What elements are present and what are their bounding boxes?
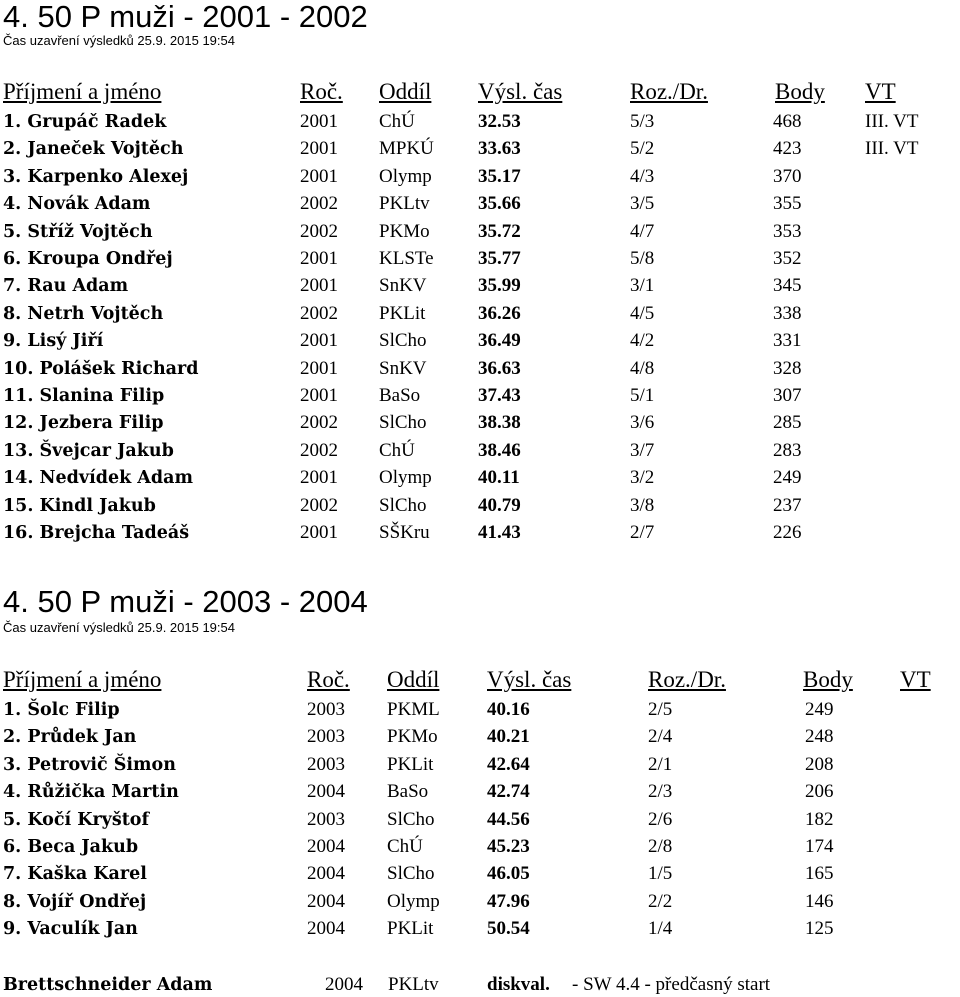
cell-heat: 4/2 [630,330,655,351]
cell-name: 4. Novák Adam [3,194,151,214]
cell-club: SlCho [379,330,427,351]
cell-club: PKLit [387,918,434,939]
cell-time: 40.16 [487,699,530,720]
cell-points: 237 [773,495,802,516]
cell-club: PKML [387,699,440,720]
cell-name: 9. Vaculík Jan [3,919,138,939]
cell-year: 2003 [307,754,345,775]
table-row [0,726,960,753]
cell-time: 45.23 [487,836,530,857]
cell-time: 41.43 [478,522,521,543]
cell-year: 2003 [307,699,345,720]
cell-year: 2004 [307,863,345,884]
header-name: Příjmení a jméno [3,79,162,104]
cell-name: 9. Lisý Jiří [3,331,104,351]
cell-year: 2001 [300,275,338,296]
cell-points: 208 [805,754,834,775]
cell-name: 2. Průdek Jan [3,727,137,747]
cell-club: SlCho [379,495,427,516]
table-row [0,138,960,165]
cell-year: 2001 [300,111,338,132]
cell-points: 226 [773,522,802,543]
cell-heat: 4/8 [630,358,655,379]
header-vt: VT [865,79,896,104]
cell-name: 8. Vojíř Ondřej [3,892,147,912]
dq-club: PKLtv [388,974,439,995]
cell-points: 352 [773,248,802,269]
table-row [0,809,960,836]
cell-time: 42.64 [487,754,530,775]
cell-name: 2. Janeček Vojtěch [3,139,184,159]
cell-name: 5. Kočí Kryštof [3,810,149,830]
header-time: Výsl. čas [478,79,563,104]
table-row [0,193,960,220]
cell-name: 4. Růžička Martin [3,782,179,802]
cell-year: 2001 [300,467,338,488]
header-club: Oddíl [379,79,432,104]
cell-heat: 4/5 [630,303,655,324]
cell-year: 2002 [300,440,338,461]
cell-year: 2001 [300,138,338,159]
cell-club: SlCho [387,809,435,830]
cell-points: 174 [805,836,834,857]
cell-time: 38.38 [478,412,521,433]
cell-points: 345 [773,275,802,296]
table-row [0,248,960,275]
header-heat: Roz./Dr. [630,79,708,104]
results-closed-time: Čas uzavření výsledků 25.9. 2015 19:54 [3,620,235,635]
cell-heat: 2/8 [648,836,673,857]
cell-time: 35.17 [478,166,521,187]
cell-year: 2003 [307,726,345,747]
table-row [0,891,960,918]
cell-club: KLSTe [379,248,434,269]
dq-name: Brettschneider Adam [3,975,213,995]
cell-club: BaSo [379,385,421,406]
section-title: 4. 50 P muži - 2003 - 2004 [3,584,368,619]
cell-year: 2002 [300,221,338,242]
cell-time: 37.43 [478,385,521,406]
header-time: Výsl. čas [487,667,572,692]
cell-name: 6. Beca Jakub [3,837,139,857]
dq-reason: - SW 4.4 - předčasný start [572,974,771,995]
cell-points: 146 [805,891,834,912]
cell-heat: 3/5 [630,193,655,214]
cell-points: 328 [773,358,802,379]
table-row [0,699,960,726]
cell-club: PKLit [379,303,426,324]
cell-points: 182 [805,809,834,830]
table-row [0,495,960,522]
table-row [0,467,960,494]
cell-name: 7. Rau Adam [3,276,129,296]
cell-year: 2001 [300,385,338,406]
cell-time: 36.63 [478,358,521,379]
cell-club: MPKÚ [379,138,434,159]
table-row [0,385,960,412]
cell-name: 16. Brejcha Tadeáš [3,523,190,543]
cell-heat: 1/5 [648,863,673,884]
cell-points: 370 [773,166,802,187]
cell-heat: 2/2 [648,891,673,912]
cell-name: 15. Kindl Jakub [3,496,156,516]
cell-year: 2004 [307,781,345,802]
cell-club: SnKV [379,275,427,296]
dq-year: 2004 [325,974,363,995]
header-club: Oddíl [387,667,440,692]
cell-time: 35.72 [478,221,521,242]
cell-points: 165 [805,863,834,884]
cell-points: 338 [773,303,802,324]
cell-year: 2002 [300,303,338,324]
cell-heat: 2/5 [648,699,673,720]
cell-heat: 2/3 [648,781,673,802]
cell-points: 468 [773,111,802,132]
cell-name: 13. Švejcar Jakub [3,441,174,461]
cell-time: 42.74 [487,781,530,802]
cell-points: 125 [805,918,834,939]
cell-club: PKLtv [379,193,430,214]
cell-year: 2004 [307,918,345,939]
cell-points: 248 [805,726,834,747]
table-row [0,111,960,138]
cell-name: 5. Stříž Vojtěch [3,222,153,242]
cell-time: 44.56 [487,809,530,830]
cell-points: 249 [773,467,802,488]
cell-name: 3. Petrovič Šimon [3,755,176,775]
cell-club: ChÚ [379,111,415,132]
table-header [0,79,960,105]
cell-club: PKMo [387,726,438,747]
cell-time: 40.79 [478,495,521,516]
cell-time: 35.66 [478,193,521,214]
table-row [0,330,960,357]
cell-heat: 4/7 [630,221,655,242]
cell-year: 2001 [300,522,338,543]
cell-name: 1. Grupáč Radek [3,112,167,132]
cell-name: 6. Kroupa Ondřej [3,249,173,269]
cell-heat: 5/1 [630,385,655,406]
header-year: Roč. [300,79,343,104]
table-row [0,836,960,863]
cell-time: 33.63 [478,138,521,159]
cell-club: PKLit [387,754,434,775]
cell-points: 249 [805,699,834,720]
cell-year: 2004 [307,891,345,912]
cell-club: ChÚ [379,440,415,461]
cell-club: SnKV [379,358,427,379]
table-row [0,440,960,467]
cell-heat: 3/6 [630,412,655,433]
cell-club: Olymp [379,166,432,187]
cell-points: 206 [805,781,834,802]
header-name: Příjmení a jméno [3,667,162,692]
dq-status: diskval. [487,974,550,995]
cell-name: 3. Karpenko Alexej [3,167,189,187]
cell-vt: III. VT [865,138,919,159]
cell-name: 7. Kaška Karel [3,864,147,884]
results-closed-time: Čas uzavření výsledků 25.9. 2015 19:54 [3,33,235,48]
cell-heat: 1/4 [648,918,673,939]
header-year: Roč. [307,667,350,692]
cell-heat: 2/4 [648,726,673,747]
header-vt: VT [900,667,931,692]
cell-time: 47.96 [487,891,530,912]
table-row [0,275,960,302]
cell-points: 331 [773,330,802,351]
table-row [0,522,960,549]
cell-time: 36.49 [478,330,521,351]
cell-time: 40.21 [487,726,530,747]
cell-time: 35.77 [478,248,521,269]
section-title: 4. 50 P muži - 2001 - 2002 [3,0,368,34]
table-row [0,754,960,781]
cell-time: 32.53 [478,111,521,132]
cell-year: 2002 [300,193,338,214]
cell-year: 2001 [300,166,338,187]
header-heat: Roz./Dr. [648,667,726,692]
cell-club: SlCho [387,863,435,884]
cell-heat: 5/8 [630,248,655,269]
cell-name: 12. Jezbera Filip [3,413,164,433]
cell-name: 8. Netrh Vojtěch [3,304,164,324]
cell-heat: 2/6 [648,809,673,830]
cell-vt: III. VT [865,111,919,132]
cell-year: 2001 [300,330,338,351]
cell-year: 2001 [300,358,338,379]
cell-heat: 3/8 [630,495,655,516]
cell-points: 307 [773,385,802,406]
table-row [0,358,960,385]
cell-name: 14. Nedvídek Adam [3,468,193,488]
cell-time: 38.46 [478,440,521,461]
table-row [0,221,960,248]
cell-time: 50.54 [487,918,530,939]
cell-points: 423 [773,138,802,159]
cell-time: 46.05 [487,863,530,884]
cell-points: 355 [773,193,802,214]
cell-year: 2002 [300,495,338,516]
cell-club: PKMo [379,221,430,242]
cell-year: 2003 [307,809,345,830]
cell-points: 285 [773,412,802,433]
cell-time: 40.11 [478,467,520,488]
header-points: Body [775,79,825,104]
cell-year: 2004 [307,836,345,857]
cell-club: ChÚ [387,836,423,857]
table-row [0,863,960,890]
cell-year: 2001 [300,248,338,269]
cell-heat: 2/7 [630,522,655,543]
header-points: Body [803,667,853,692]
table-header [0,667,960,693]
table-row [0,166,960,193]
cell-points: 283 [773,440,802,461]
cell-heat: 5/2 [630,138,655,159]
table-row [0,412,960,439]
cell-year: 2002 [300,412,338,433]
cell-name: 1. Šolc Filip [3,700,120,720]
table-row [0,781,960,808]
cell-heat: 3/2 [630,467,655,488]
cell-heat: 2/1 [648,754,673,775]
cell-club: SlCho [379,412,427,433]
cell-club: SŠKru [379,522,430,543]
cell-club: BaSo [387,781,429,802]
cell-name: 10. Polášek Richard [3,359,199,379]
cell-heat: 3/7 [630,440,655,461]
cell-heat: 4/3 [630,166,655,187]
cell-club: Olymp [379,467,432,488]
cell-points: 353 [773,221,802,242]
cell-heat: 5/3 [630,111,655,132]
cell-heat: 3/1 [630,275,655,296]
cell-time: 35.99 [478,275,521,296]
cell-club: Olymp [387,891,440,912]
cell-name: 11. Slanina Filip [3,386,165,406]
table-row [0,303,960,330]
cell-time: 36.26 [478,303,521,324]
table-row [0,918,960,945]
